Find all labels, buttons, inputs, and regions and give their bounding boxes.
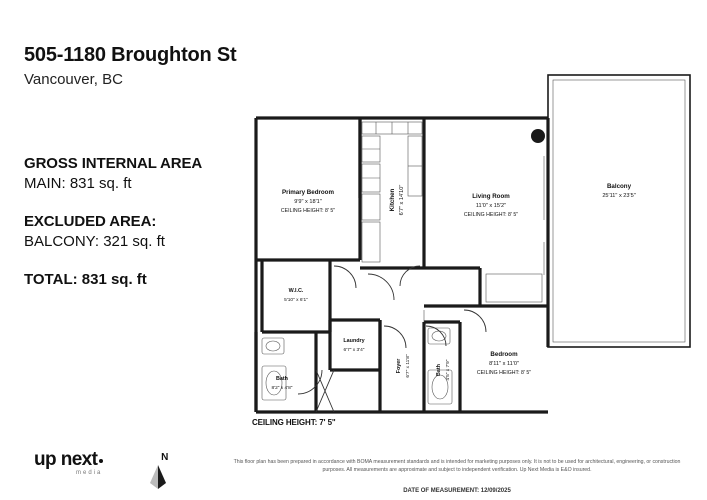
svg-text:CEILING HEIGHT: 8' 5": CEILING HEIGHT: 8' 5" xyxy=(476,370,532,376)
ceiling-height-note: CEILING HEIGHT: 7' 5" xyxy=(252,418,336,427)
logo xyxy=(34,450,139,476)
svg-text:Bath: Bath xyxy=(276,376,288,382)
svg-text:8'11" x 11'0": 8'11" x 11'0" xyxy=(489,361,519,367)
measurement-date: DATE OF MEASUREMENT: 12/09/2025 xyxy=(403,488,511,494)
balcony-outline xyxy=(548,75,690,347)
svg-text:Bedroom: Bedroom xyxy=(490,351,518,358)
compass-north-label: N xyxy=(161,452,169,463)
svg-text:9'9" x 18'1": 9'9" x 18'1" xyxy=(294,199,322,205)
room-labels xyxy=(272,183,636,391)
svg-text:CEILING HEIGHT: 8' 5": CEILING HEIGHT: 8' 5" xyxy=(280,208,336,214)
svg-text:25'11" x 23'5": 25'11" x 23'5" xyxy=(602,193,636,199)
door-swings xyxy=(298,266,486,412)
total-area-group xyxy=(24,271,264,288)
svg-text:6'7" x 11'8": 6'7" x 11'8" xyxy=(406,354,411,378)
svg-text:4'5" x 7'9": 4'5" x 7'9" xyxy=(446,359,451,381)
svg-text:Living Room: Living Room xyxy=(472,193,510,200)
svg-text:CEILING HEIGHT: 8' 5": CEILING HEIGHT: 8' 5" xyxy=(463,212,519,218)
floor-plan xyxy=(248,70,696,430)
disclaimer-text: This floor plan has been prepared in accordance with BOMA measurement standards and is intended for marketing purposes only. It is not to be used for architectural, engineering, or construction purposes. All measurements are approximate and subject to independent verification. Up Next Media is E&O insured. xyxy=(233,459,681,474)
svg-text:Bath: Bath xyxy=(436,364,442,376)
compass xyxy=(148,452,182,496)
compass-needle-icon xyxy=(148,463,182,491)
gross-internal-area-group xyxy=(24,155,264,193)
area-summary xyxy=(24,155,264,308)
excluded-area-label: EXCLUDED AREA: xyxy=(24,213,157,230)
unit-outer-walls xyxy=(256,118,548,412)
gross-internal-area-label: GROSS INTERNAL AREA xyxy=(24,155,203,172)
svg-text:Kitchen: Kitchen xyxy=(389,188,396,212)
logo-text xyxy=(34,450,139,469)
plan-marker-dot xyxy=(531,129,545,143)
svg-text:6'7" x 14'10": 6'7" x 14'10" xyxy=(399,184,405,216)
svg-text:11'0" x 15'2": 11'0" x 15'2" xyxy=(475,203,507,209)
plan-detail-lines xyxy=(424,274,542,322)
svg-text:Primary Bedroom: Primary Bedroom xyxy=(282,189,334,196)
svg-text:Foyer: Foyer xyxy=(396,358,402,374)
window-markers xyxy=(531,129,548,275)
page-title: 505-1180 Broughton St xyxy=(24,44,237,66)
logo-dot-icon xyxy=(99,459,103,463)
svg-text:8'2" x 4'8": 8'2" x 4'8" xyxy=(271,386,293,391)
page-subtitle: Vancouver, BC xyxy=(24,71,123,88)
svg-text:W.I.C.: W.I.C. xyxy=(288,288,304,294)
svg-text:Balcony: Balcony xyxy=(606,183,632,190)
excluded-area-value: BALCONY: 321 sq. ft xyxy=(24,233,165,250)
gross-internal-area-value: MAIN: 831 sq. ft xyxy=(24,175,132,192)
excluded-area-group xyxy=(24,213,264,251)
svg-text:5'10" x 6'1": 5'10" x 6'1" xyxy=(284,298,308,303)
total-area-label: TOTAL: 831 sq. ft xyxy=(24,271,147,288)
logo-subtext: media xyxy=(76,470,103,476)
logo-wordmark: up next xyxy=(34,449,98,470)
interior-walls xyxy=(256,118,548,412)
svg-text:Laundry: Laundry xyxy=(343,338,365,344)
svg-text:6'7" x 3'4": 6'7" x 3'4" xyxy=(343,348,365,353)
